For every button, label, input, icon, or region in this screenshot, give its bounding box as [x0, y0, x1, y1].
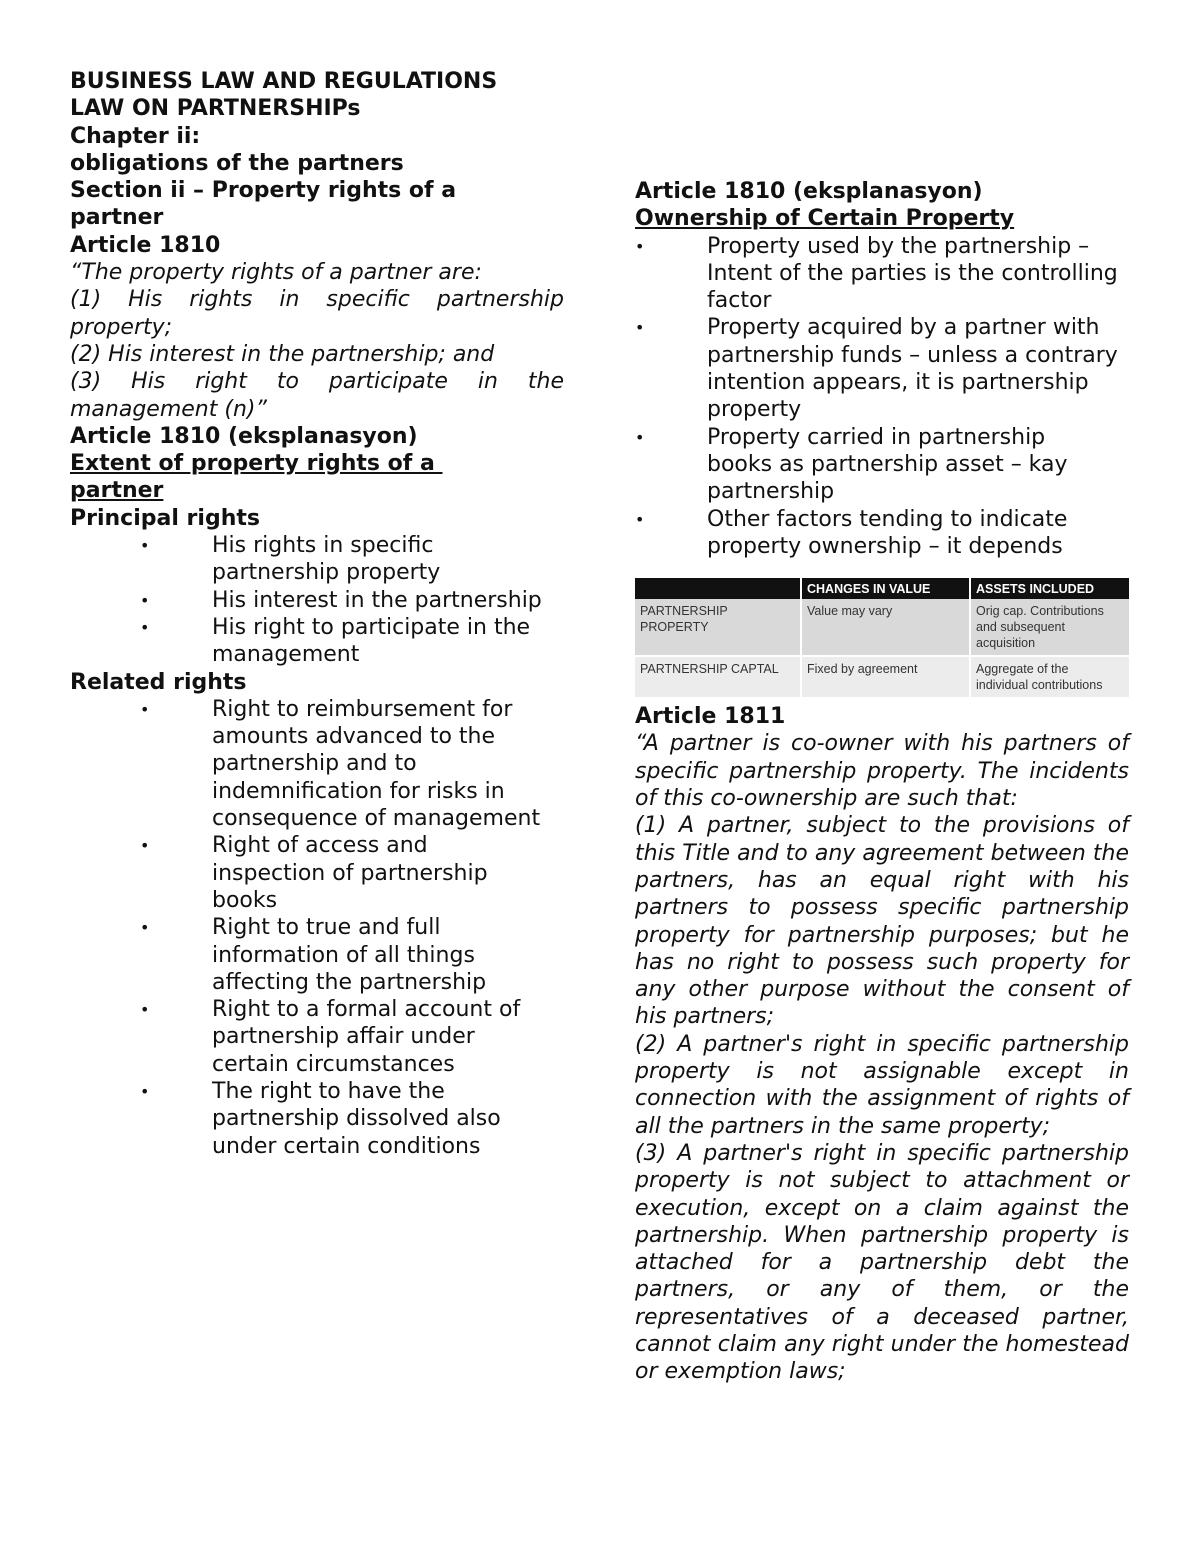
list-item: • His interest in the partnership	[70, 587, 564, 614]
table-header-cell	[635, 578, 801, 599]
table-header-cell: CHANGES IN VALUE	[801, 578, 970, 599]
list-item: • Right to reimbursement for amounts advanced to the partnership and to indemnification for risks in consequence of management	[70, 696, 564, 832]
table-cell: Value may vary	[801, 599, 970, 656]
list-item: • Right to a formal account of partnership affair under certain circumstances	[70, 996, 552, 1078]
quote-line: “The property rights of a partner are:	[70, 260, 482, 286]
doc-title: BUSINESS LAW AND REGULATIONS	[70, 69, 498, 94]
quote-line: property;	[70, 314, 173, 340]
article-1811-intro: “A partner is co-owner with his partners of specific partnership property. The incidents of this co-ownership are such that:	[635, 731, 1129, 812]
table-header-row	[635, 578, 1129, 599]
principal-rights-list	[70, 532, 564, 668]
left-column	[70, 68, 564, 1160]
ownership-heading: Ownership of Certain Property	[635, 206, 1015, 232]
article-1811-paragraph-1: (1) A partner, subject to the provisions of this Title and to any agreement between the partners, has an equal right with his partners to possess specific partnership property for partnership purposes; but he has no right to possess such property for any other purpose without the consent of his partners;	[635, 813, 1129, 1030]
table-header-cell: ASSETS INCLUDED	[970, 578, 1129, 599]
chapter-heading: Chapter ii:	[70, 123, 201, 149]
chapter-title: obligations of the partners	[70, 150, 404, 176]
extent-heading-line1: Extent of property rights of a	[70, 451, 443, 477]
ownership-list	[635, 233, 1129, 561]
table-cell: PARTNERSHIP CAPTAL	[635, 656, 801, 697]
table-cell: Aggregate of the individual contributions	[970, 656, 1129, 697]
extent-heading-line2: partner	[70, 478, 164, 504]
section-heading-line1: Section ii – Property rights of a	[70, 178, 457, 204]
list-item: • Right of access and inspection of partnership books	[70, 832, 512, 914]
list-item: • Property acquired by a partner with partnership funds – unless a contrary intention appears, it is partnership property	[635, 314, 1129, 423]
article-1811-paragraph-3: (3) A partner's right in specific partnership property is not subject to attachment or execution, except on a claim against the partnership. When partnership property is attached for a partnership debt the partners, or any of them, or the representatives of a deceased partner, cannot claim any right under the homestead or exemption laws;	[635, 1140, 1129, 1385]
right-column	[635, 178, 1129, 1386]
article-1811-paragraph-2: (2) A partner's right in specific partnership property is not assignable except in connection with the assignment of rights of all the partners in the same property;	[635, 1031, 1129, 1139]
table-cell: PARTNERSHIP PROPERTY	[635, 599, 801, 656]
quote-line: (3) His right to participate in the	[70, 369, 564, 395]
principal-rights-heading: Principal rights	[70, 505, 260, 531]
list-item: • The right to have the partnership dissolved also under certain conditions	[70, 1078, 532, 1160]
list-item: • Property carried in partnership books as partnership asset – kay partnership	[635, 424, 1107, 506]
list-item: • Other factors tending to indicate property ownership – it depends	[635, 506, 1129, 561]
table-cell: Fixed by agreement	[801, 656, 970, 697]
list-item: • His right to participate in the management	[70, 614, 562, 669]
article-1810-heading: Article 1810	[70, 232, 221, 258]
related-rights-list	[70, 696, 564, 1160]
related-rights-heading: Related rights	[70, 669, 247, 695]
list-item: • Right to true and full information of all things affecting the partnership	[70, 914, 512, 996]
table-cell: Orig cap. Contributions and subsequent acquisition	[970, 599, 1129, 656]
quote-line: (2) His interest in the partnership; and	[70, 341, 495, 367]
list-item: • Property used by the partnership – Intent of the parties is the controlling factor	[635, 233, 1129, 315]
quote-line: management (n)”	[70, 396, 267, 422]
article-1810-explanation-heading: Article 1810 (eksplanasyon)	[70, 423, 418, 449]
property-vs-capital-table	[635, 578, 1129, 697]
list-item: • His rights in specific partnership property	[70, 532, 472, 587]
section-heading-line2: partner	[70, 205, 164, 231]
article-1811-heading: Article 1811	[635, 704, 786, 730]
table-row	[635, 599, 1129, 656]
quote-line: (1) His rights in specific partnership	[70, 287, 564, 313]
doc-subtitle: LAW ON PARTNERSHIPs	[70, 96, 361, 122]
article-1810-explanation-heading: Article 1810 (eksplanasyon)	[635, 179, 983, 204]
table-row	[635, 656, 1129, 697]
